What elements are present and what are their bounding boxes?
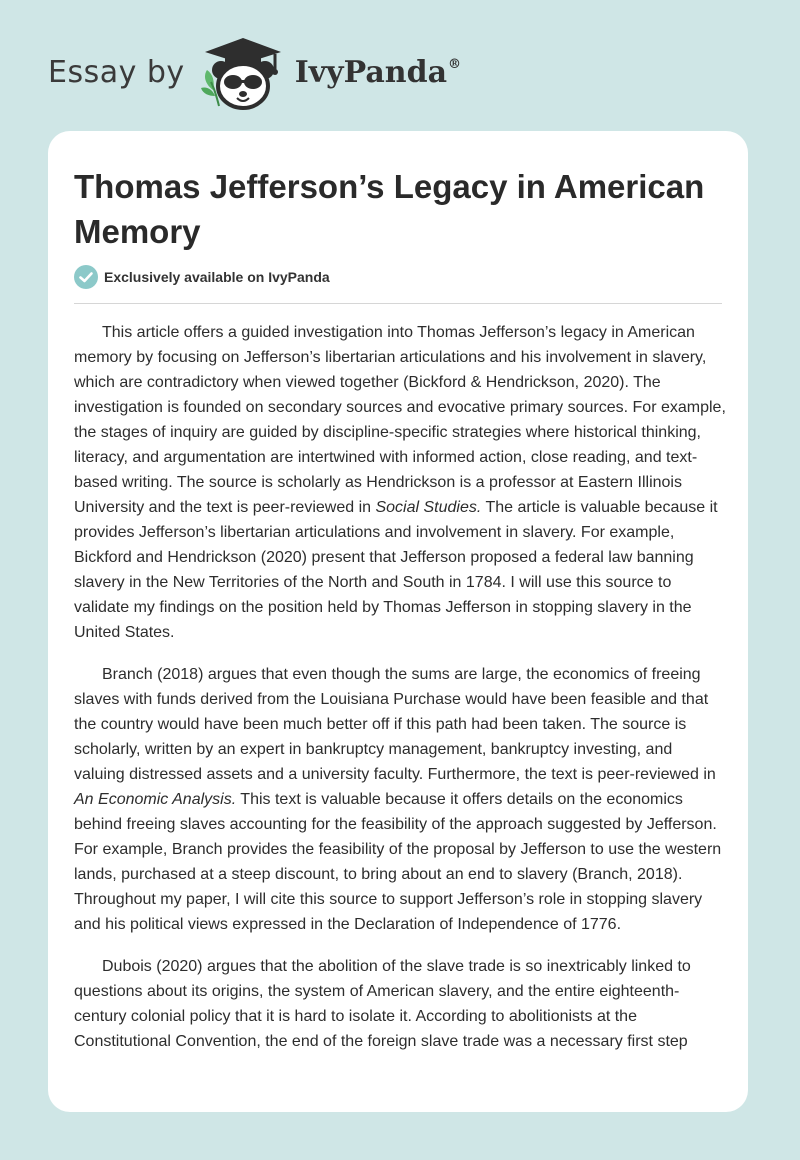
paragraph-1: This article offers a guided investigation into Thomas Jefferson’s legacy in American memory by focusing on Jefferson’s libertarian articulations and his involvement in slavery, which are contradictory when viewed together (Bickford & Hendrickson, 2020). The investigation is founded on secondary sources and evocative primary sources. For example, the stages of inquiry are guided by discipline-specific strategies where historical thinking, literacy, and argumentation are intertwined with informed action, close reading, and text-based writing. The source is scholarly as Hendrickson is a professor at Eastern Illinois University and the text is peer-reviewed in Social Studies. The article is valuable because it provides Jefferson’s libertarian articulations and involvement in slavery. For example, Bickford and Hendrickson (2020) present that Jefferson proposed a federal law banning slavery in the New Territories of the North and South in 1784. I will use this source to validate my findings on the position held by Thomas Jefferson in stopping slavery in the United States.	[74, 324, 726, 641]
essay-by-label: Essay by	[48, 54, 185, 90]
registered-mark: ®	[448, 56, 462, 72]
exclusive-badge-text: Exclusively available on IvyPanda	[104, 269, 330, 285]
journal-title: An Economic Analysis.	[74, 791, 237, 808]
paragraph-2: Branch (2018) argues that even though the sums are large, the economics of freeing slaves with funds derived from the Louisiana Purchase would have been feasible and that the country would have been much better off if this path had been taken. The source is scholarly, written by an expert in bankruptcy management, bankruptcy investing, and valuing distressed assets and a university faculty. Furthermore, the text is peer-reviewed in An Economic Analysis. This text is valuable because it offers details on the economics behind freeing slaves accounting for the feasibility of the approach suggested by Jefferson. For example, Branch provides the feasibility of the proposal by Jefferson to use the western lands, purchased at a steep discount, to bring about an end to slavery (Branch, 2018). Throughout my paper, I will cite this source to support Jefferson’s role in stopping slavery and his political views expressed in the Declaration of Independence of 1776.	[74, 666, 722, 933]
article-title: Thomas Jefferson’s Legacy in American Memory	[74, 168, 705, 250]
exclusive-badge	[74, 265, 330, 289]
article-card	[48, 131, 748, 1112]
paragraph-3: Dubois (2020) argues that the abolition of the slave trade is so inextricably linked to questions about its origins, the system of American slavery, and the entire eighteenth-century colonial policy that it is hard to isolate it. According to abolitionists at the Constitutional Convention, the end of the foreign slave trade was a necessary first step	[74, 958, 691, 1050]
check-circle-icon	[74, 265, 98, 289]
site-header	[48, 34, 461, 110]
panda-graduate-icon	[199, 34, 287, 110]
article-body	[74, 320, 726, 1071]
title-divider	[74, 303, 722, 304]
brand-name: IvyPanda®	[294, 54, 462, 90]
journal-title: Social Studies.	[375, 499, 482, 516]
